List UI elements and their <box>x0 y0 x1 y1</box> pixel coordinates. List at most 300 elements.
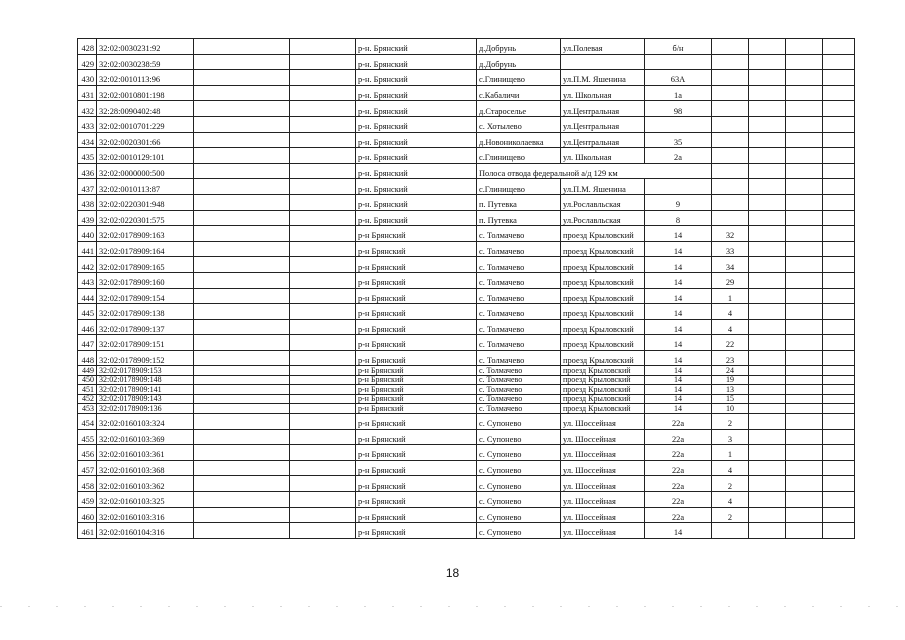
blank-cell <box>749 194 786 210</box>
blank-cell <box>823 163 855 179</box>
blank-cell <box>194 241 290 257</box>
street-cell: проезд Крыловский <box>561 288 645 304</box>
locality-cell: с.Глинищево <box>477 148 561 164</box>
blank-cell <box>823 319 855 335</box>
blank-cell <box>290 70 356 86</box>
table-row <box>78 507 855 523</box>
blank-cell <box>823 350 855 366</box>
blank-cell <box>749 210 786 226</box>
district-cell: р-н Брянский <box>356 350 477 366</box>
blank-cell <box>194 476 290 492</box>
house-number: 14 <box>645 335 712 351</box>
district-cell: р-н. Брянский <box>356 70 477 86</box>
street-cell: проезд Крыловский <box>561 394 645 404</box>
street-cell: проезд Крыловский <box>561 375 645 385</box>
street-cell: проезд Крыловский <box>561 335 645 351</box>
table-row <box>78 241 855 257</box>
apartment-number <box>712 101 749 117</box>
table-row <box>78 85 855 101</box>
blank-cell <box>290 491 356 507</box>
blank-cell <box>823 335 855 351</box>
blank-cell <box>194 375 290 385</box>
blank-cell <box>749 445 786 461</box>
blank-cell <box>823 429 855 445</box>
locality-cell: д.Добрунь <box>477 39 561 55</box>
house-number: 14 <box>645 226 712 242</box>
blank-cell <box>786 210 823 226</box>
locality-cell: д.Добрунь <box>477 54 561 70</box>
street-cell: проезд Крыловский <box>561 385 645 395</box>
blank-cell <box>749 85 786 101</box>
scan-artifact-line <box>0 606 905 607</box>
street-cell: проезд Крыловский <box>561 226 645 242</box>
apartment-number: 2 <box>712 507 749 523</box>
house-number: 14 <box>645 366 712 376</box>
blank-cell <box>749 101 786 117</box>
apartment-number <box>712 148 749 164</box>
house-number <box>645 54 712 70</box>
row-number: 428 <box>78 39 97 55</box>
apartment-number: 2 <box>712 413 749 429</box>
blank-cell <box>823 148 855 164</box>
blank-cell <box>749 148 786 164</box>
cadastral-number: 32:02:0010113:87 <box>97 179 194 195</box>
locality-cell: д.Новониколаевка <box>477 132 561 148</box>
table-row <box>78 375 855 385</box>
blank-cell <box>194 194 290 210</box>
blank-cell <box>749 413 786 429</box>
blank-cell <box>290 429 356 445</box>
blank-cell <box>290 350 356 366</box>
street-cell: ул. Шоссейная <box>561 491 645 507</box>
house-number: 22а <box>645 429 712 445</box>
house-number: 2а <box>645 148 712 164</box>
house-number: 1а <box>645 85 712 101</box>
blank-cell <box>290 257 356 273</box>
blank-cell <box>786 429 823 445</box>
blank-cell <box>786 101 823 117</box>
blank-cell <box>786 523 823 539</box>
blank-cell <box>290 335 356 351</box>
blank-cell <box>749 523 786 539</box>
blank-cell <box>786 163 823 179</box>
locality-cell: с.Глинищево <box>477 179 561 195</box>
cadastral-number: 32:02:0178909:143 <box>97 394 194 404</box>
blank-cell <box>823 210 855 226</box>
blank-cell <box>823 39 855 55</box>
blank-cell <box>749 404 786 414</box>
cadastral-number: 32:02:0160103:325 <box>97 491 194 507</box>
apartment-number: 13 <box>712 385 749 395</box>
locality-cell: с. Толмачево <box>477 394 561 404</box>
blank-cell <box>823 241 855 257</box>
apartment-number: 3 <box>712 429 749 445</box>
row-number: 441 <box>78 241 97 257</box>
house-number: 63А <box>645 70 712 86</box>
blank-cell <box>290 210 356 226</box>
locality-cell: п. Путевка <box>477 194 561 210</box>
house-number: 35 <box>645 132 712 148</box>
blank-cell <box>786 116 823 132</box>
table-row <box>78 304 855 320</box>
blank-cell <box>786 394 823 404</box>
house-number: 14 <box>645 304 712 320</box>
cadastral-number: 32:02:0010701:229 <box>97 116 194 132</box>
blank-cell <box>786 179 823 195</box>
cadastral-number: 32:02:0160104:316 <box>97 523 194 539</box>
blank-cell <box>749 335 786 351</box>
district-cell: р-н. Брянский <box>356 148 477 164</box>
blank-cell <box>194 226 290 242</box>
row-number: 434 <box>78 132 97 148</box>
blank-cell <box>786 375 823 385</box>
blank-cell <box>290 132 356 148</box>
blank-cell <box>823 257 855 273</box>
district-cell: р-н Брянский <box>356 491 477 507</box>
blank-cell <box>823 70 855 86</box>
cadastral-number: 32:02:0010801:198 <box>97 85 194 101</box>
blank-cell <box>290 394 356 404</box>
blank-cell <box>749 226 786 242</box>
blank-cell <box>194 404 290 414</box>
blank-cell <box>194 179 290 195</box>
blank-cell <box>823 116 855 132</box>
table-row <box>78 54 855 70</box>
blank-cell <box>194 163 290 179</box>
cadastral-number: 32:02:0160103:361 <box>97 445 194 461</box>
locality-cell: с. Толмачево <box>477 226 561 242</box>
blank-cell <box>194 288 290 304</box>
blank-cell <box>786 132 823 148</box>
blank-cell <box>749 304 786 320</box>
apartment-number <box>712 194 749 210</box>
table-row <box>78 272 855 288</box>
blank-cell <box>823 491 855 507</box>
blank-cell <box>290 194 356 210</box>
blank-cell <box>786 491 823 507</box>
street-cell: ул.Рославльская <box>561 194 645 210</box>
locality-cell: с. Супонево <box>477 507 561 523</box>
row-number: 444 <box>78 288 97 304</box>
district-cell: р-н Брянский <box>356 304 477 320</box>
street-cell: ул.П.М. Яшенина <box>561 179 645 195</box>
table-row <box>78 116 855 132</box>
district-cell: р-н. Брянский <box>356 132 477 148</box>
apartment-number: 22 <box>712 335 749 351</box>
locality-cell: с. Супонево <box>477 445 561 461</box>
blank-cell <box>823 54 855 70</box>
street-cell: проезд Крыловский <box>561 366 645 376</box>
apartment-number <box>712 116 749 132</box>
district-cell: р-н Брянский <box>356 404 477 414</box>
locality-cell: с. Толмачево <box>477 272 561 288</box>
cadastral-number: 32:02:0178909:141 <box>97 385 194 395</box>
blank-cell <box>786 257 823 273</box>
table-row <box>78 163 855 179</box>
locality-cell: п. Путевка <box>477 210 561 226</box>
cadastral-number: 32:02:0178909:160 <box>97 272 194 288</box>
blank-cell <box>823 288 855 304</box>
blank-cell <box>290 385 356 395</box>
cadastral-number: 32:02:0178909:154 <box>97 288 194 304</box>
blank-cell <box>194 429 290 445</box>
locality-cell: с. Толмачево <box>477 319 561 335</box>
cadastral-number: 32:02:0160103:369 <box>97 429 194 445</box>
locality-cell: с. Толмачево <box>477 366 561 376</box>
locality-cell: с. Хотылево <box>477 116 561 132</box>
table-row <box>78 460 855 476</box>
blank-cell <box>290 507 356 523</box>
blank-cell <box>290 116 356 132</box>
row-number: 458 <box>78 476 97 492</box>
street-cell: ул.П.М. Яшенина <box>561 70 645 86</box>
row-number: 447 <box>78 335 97 351</box>
table-row <box>78 148 855 164</box>
blank-cell <box>749 394 786 404</box>
blank-cell <box>786 476 823 492</box>
blank-cell <box>290 413 356 429</box>
street-cell: ул. Шоссейная <box>561 445 645 461</box>
blank-cell <box>786 39 823 55</box>
table-row <box>78 39 855 55</box>
blank-cell <box>786 460 823 476</box>
blank-cell <box>194 39 290 55</box>
blank-cell <box>749 375 786 385</box>
blank-cell <box>290 304 356 320</box>
district-cell: р-н Брянский <box>356 375 477 385</box>
district-cell: р-н Брянский <box>356 272 477 288</box>
blank-cell <box>194 257 290 273</box>
blank-cell <box>290 460 356 476</box>
blank-cell <box>786 507 823 523</box>
house-number: 14 <box>645 375 712 385</box>
street-cell: проезд Крыловский <box>561 272 645 288</box>
district-cell: р-н Брянский <box>356 288 477 304</box>
blank-cell <box>290 404 356 414</box>
cadastral-number: 32:02:0160103:316 <box>97 507 194 523</box>
cadastral-number: 32:02:0010129:101 <box>97 148 194 164</box>
cadastral-number: 32:02:0178909:164 <box>97 241 194 257</box>
district-cell: р-н Брянский <box>356 445 477 461</box>
table-row <box>78 445 855 461</box>
blank-cell <box>749 70 786 86</box>
blank-cell <box>749 385 786 395</box>
blank-cell <box>749 429 786 445</box>
blank-cell <box>194 385 290 395</box>
cadastral-number: 32:02:0020301:66 <box>97 132 194 148</box>
locality-cell: с. Толмачево <box>477 385 561 395</box>
blank-cell <box>823 366 855 376</box>
blank-cell <box>194 54 290 70</box>
cadastral-number: 32:02:0000000:500 <box>97 163 194 179</box>
row-number: 431 <box>78 85 97 101</box>
locality-cell: с.Глинищево <box>477 70 561 86</box>
blank-cell <box>749 319 786 335</box>
blank-cell <box>786 226 823 242</box>
district-cell: р-н Брянский <box>356 507 477 523</box>
table-row <box>78 132 855 148</box>
apartment-number: 4 <box>712 304 749 320</box>
street-cell: проезд Крыловский <box>561 257 645 273</box>
blank-cell <box>823 460 855 476</box>
cadastral-number: 32:02:0178909:151 <box>97 335 194 351</box>
row-number: 456 <box>78 445 97 461</box>
blank-cell <box>194 304 290 320</box>
street-cell: проезд Крыловский <box>561 319 645 335</box>
blank-cell <box>290 476 356 492</box>
cadastral-number: 32:02:0178909:163 <box>97 226 194 242</box>
table-row <box>78 70 855 86</box>
row-number: 430 <box>78 70 97 86</box>
apartment-number <box>712 132 749 148</box>
apartment-number: 4 <box>712 319 749 335</box>
table-row <box>78 394 855 404</box>
house-number: 14 <box>645 241 712 257</box>
house-number: 14 <box>645 319 712 335</box>
district-cell: р-н. Брянский <box>356 101 477 117</box>
street-cell: ул. Шоссейная <box>561 460 645 476</box>
blank-cell <box>786 304 823 320</box>
district-cell: р-н. Брянский <box>356 54 477 70</box>
cadastral-number: 32:02:0030231:92 <box>97 39 194 55</box>
blank-cell <box>749 163 786 179</box>
apartment-number: 4 <box>712 460 749 476</box>
blank-cell <box>786 366 823 376</box>
blank-cell <box>786 385 823 395</box>
street-cell: проезд Крыловский <box>561 241 645 257</box>
property-table <box>77 38 855 539</box>
street-cell: ул.Рославльская <box>561 210 645 226</box>
locality-cell: с. Супонево <box>477 476 561 492</box>
apartment-number: 32 <box>712 226 749 242</box>
table-row <box>78 523 855 539</box>
house-number: 14 <box>645 350 712 366</box>
blank-cell <box>749 257 786 273</box>
apartment-number: 24 <box>712 366 749 376</box>
table-body <box>78 39 855 539</box>
house-number: 22а <box>645 476 712 492</box>
blank-cell <box>823 132 855 148</box>
house-number: 14 <box>645 404 712 414</box>
row-number: 453 <box>78 404 97 414</box>
district-cell: р-н Брянский <box>356 226 477 242</box>
district-cell: р-н Брянский <box>356 413 477 429</box>
apartment-number: 1 <box>712 288 749 304</box>
table-row <box>78 404 855 414</box>
blank-cell <box>194 132 290 148</box>
row-number: 433 <box>78 116 97 132</box>
house-number: б/н <box>645 39 712 55</box>
district-cell: р-н. Брянский <box>356 179 477 195</box>
apartment-number: 4 <box>712 491 749 507</box>
blank-cell <box>194 413 290 429</box>
row-number: 429 <box>78 54 97 70</box>
row-number: 460 <box>78 507 97 523</box>
locality-cell: с. Супонево <box>477 413 561 429</box>
blank-cell <box>194 272 290 288</box>
apartment-number: 10 <box>712 404 749 414</box>
blank-cell <box>749 507 786 523</box>
blank-cell <box>290 163 356 179</box>
row-number: 438 <box>78 194 97 210</box>
blank-cell <box>786 194 823 210</box>
blank-cell <box>823 523 855 539</box>
blank-cell <box>749 54 786 70</box>
blank-cell <box>786 413 823 429</box>
blank-cell <box>786 85 823 101</box>
cadastral-number: 32:02:0178909:137 <box>97 319 194 335</box>
blank-cell <box>290 39 356 55</box>
cadastral-number: 32:02:0220301:575 <box>97 210 194 226</box>
blank-cell <box>194 507 290 523</box>
row-number: 448 <box>78 350 97 366</box>
apartment-number: 23 <box>712 350 749 366</box>
district-cell: р-н Брянский <box>356 257 477 273</box>
row-number: 459 <box>78 491 97 507</box>
apartment-number <box>712 70 749 86</box>
blank-cell <box>749 460 786 476</box>
street-cell: ул.Центральная <box>561 132 645 148</box>
street-cell: проезд Крыловский <box>561 350 645 366</box>
apartment-number <box>712 179 749 195</box>
row-number: 445 <box>78 304 97 320</box>
locality-cell: с. Толмачево <box>477 304 561 320</box>
blank-cell <box>749 39 786 55</box>
blank-cell <box>290 523 356 539</box>
blank-cell <box>786 335 823 351</box>
blank-cell <box>749 241 786 257</box>
house-number: 22а <box>645 491 712 507</box>
cadastral-number: 32:02:0220301:948 <box>97 194 194 210</box>
blank-cell <box>290 366 356 376</box>
blank-cell <box>749 350 786 366</box>
blank-cell <box>749 179 786 195</box>
house-number: 14 <box>645 288 712 304</box>
row-number: 455 <box>78 429 97 445</box>
blank-cell <box>823 385 855 395</box>
cadastral-number: 32:02:0178909:138 <box>97 304 194 320</box>
house-number <box>645 179 712 195</box>
location-note: Полоса отвода федеральной а/д 129 км <box>477 163 712 179</box>
blank-cell <box>786 445 823 461</box>
cadastral-number: 32:02:0160103:324 <box>97 413 194 429</box>
house-number: 9 <box>645 194 712 210</box>
blank-cell <box>823 394 855 404</box>
locality-cell: с. Супонево <box>477 460 561 476</box>
locality-cell: с.Кабаличи <box>477 85 561 101</box>
blank-cell <box>194 210 290 226</box>
apartment-number: 1 <box>712 445 749 461</box>
blank-cell <box>786 148 823 164</box>
locality-cell: с. Супонево <box>477 491 561 507</box>
street-cell: ул. Шоссейная <box>561 413 645 429</box>
blank-cell <box>786 319 823 335</box>
district-cell: р-н Брянский <box>356 241 477 257</box>
blank-cell <box>786 404 823 414</box>
blank-cell <box>823 413 855 429</box>
blank-cell <box>823 445 855 461</box>
blank-cell <box>290 241 356 257</box>
blank-cell <box>194 366 290 376</box>
blank-cell <box>749 132 786 148</box>
house-number <box>645 116 712 132</box>
street-cell: ул. Шоссейная <box>561 523 645 539</box>
locality-cell: с. Толмачево <box>477 350 561 366</box>
blank-cell <box>290 85 356 101</box>
district-cell: р-н Брянский <box>356 366 477 376</box>
house-number: 8 <box>645 210 712 226</box>
table-row <box>78 210 855 226</box>
